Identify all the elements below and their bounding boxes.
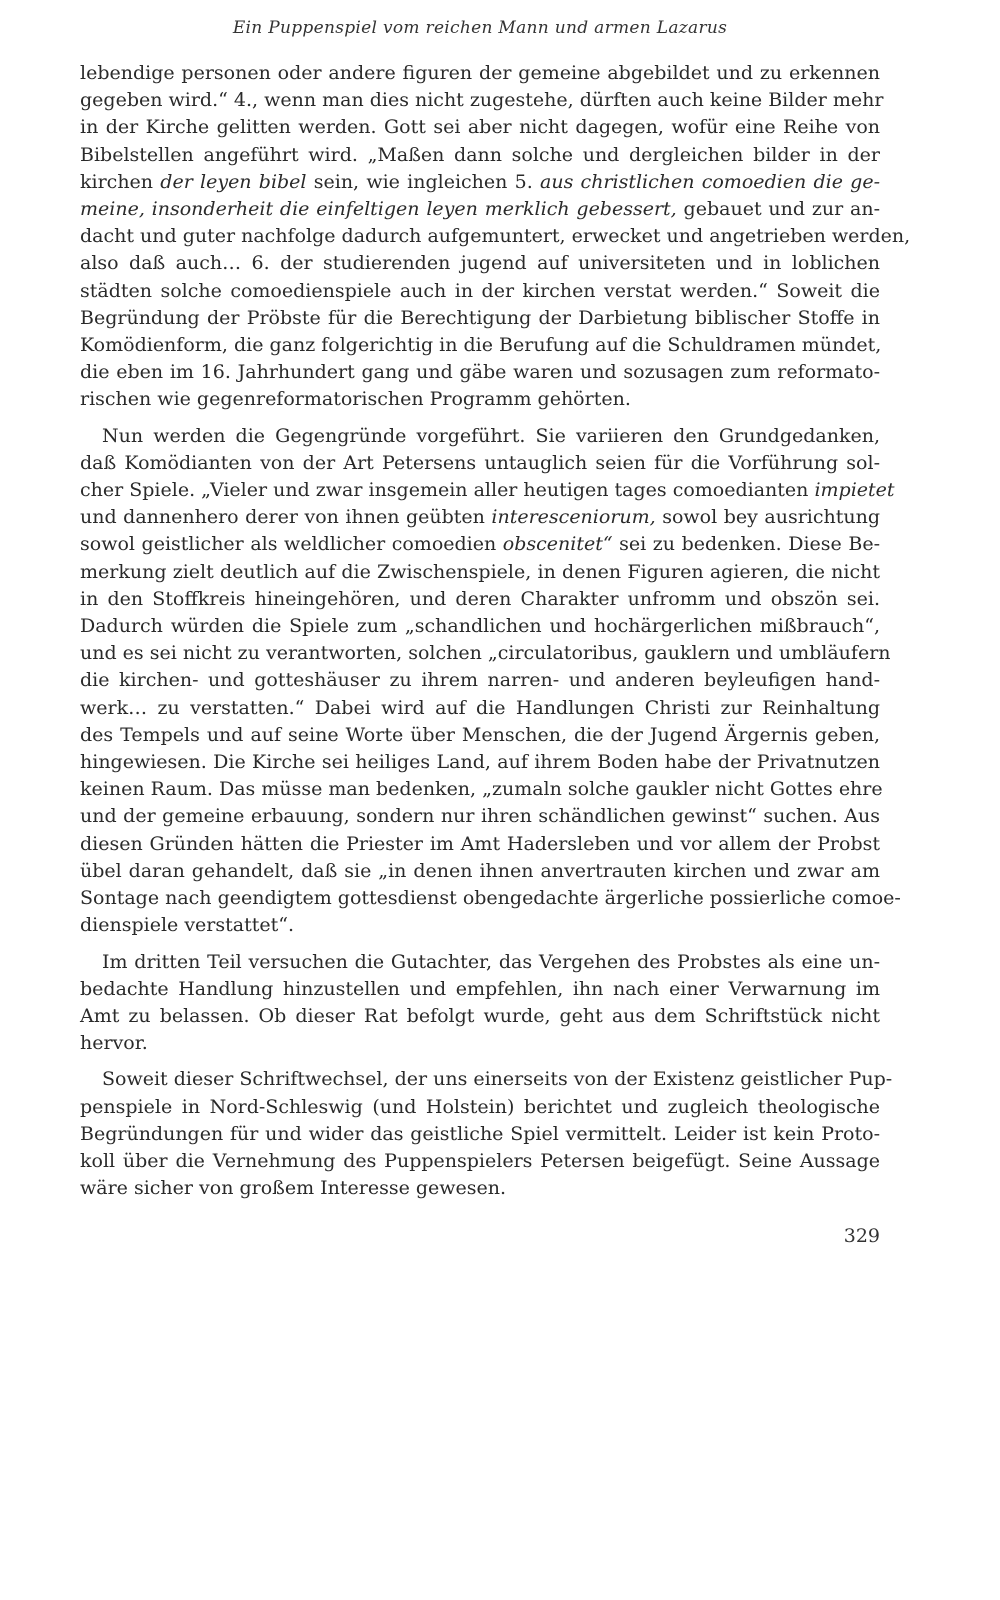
text-run: dacht und guter nachfolge dadurch aufgemuntert, erwecket und angetrieben werden, [80,225,911,248]
text-run: also daß auch… 6. der studierenden jugend auf universiteten und in loblichen [80,252,880,275]
text-line [80,142,880,169]
text-line [80,1030,880,1057]
italic-run: aus christlichen comoedien die ge- [540,170,881,193]
text-run: cher Spiele. „Vieler und zwar insgemein aller heutigen tages comoedianten [80,479,815,502]
text-run: Im dritten Teil versuchen die Gutachter, das Vergehen des Probstes als eine un- [102,950,880,973]
text-line [80,332,880,359]
text-line [80,169,880,196]
text-line [80,803,880,830]
text-run: lebendige personen oder andere figuren der gemeine abgebildet und zu erkennen [80,62,880,84]
italic-run: obscenitet“ [502,533,613,556]
paragraph [80,423,901,940]
text-line [80,1175,880,1202]
text-line [80,305,880,332]
text-line [80,885,901,912]
text-run: dienspiele verstattet“. [80,914,294,937]
text-line [80,114,880,141]
italic-run: der leyen bibel [160,170,307,193]
text-line [80,667,880,694]
text-run: Begründung der Pröbste für die Berechtigung der Darbietung biblischer Stoffe in [80,306,880,329]
text-run: werk… zu verstatten.“ Dabei wird auf die Handlungen Christi zur Reinhaltung [80,696,880,719]
text-line [80,776,883,803]
text-run: keinen Raum. Das müsse man bedenken, „zumaln solche gaukler nicht Gottes ehre [80,778,883,801]
text-line [80,223,911,250]
text-line [80,504,880,531]
text-run: in der Kirche gelitten werden. Gott sei aber nicht dagegen, wofür eine Reihe von [80,116,880,139]
text-run: daß Komödianten von der Art Petersens untauglich seien für die Vorführung sol- [80,451,880,474]
text-run: Bibelstellen angeführt wird. „Maßen dann solche und dergleichen bilder in der [80,143,880,166]
text-run: penspiele in Nord-Schleswig (und Holstein) berichtet und zugleich theologische [80,1095,880,1118]
text-run: Dadurch würden die Spiele zum „schandlichen und hochärgerlichen mißbrauch“, [80,615,880,638]
text-line [80,831,880,858]
text-run: des Tempels und auf seine Worte über Menschen, die der Jugend Ärgernis geben, [80,723,880,746]
running-head: Ein Puppenspiel vom reichen Mann und armen Lazarus [232,18,728,38]
text-run: in den Stoffkreis hineingehören, und deren Charakter unfromm und obszön sei. [80,587,880,610]
text-run: sein, wie ingleichen 5. [306,170,540,193]
text-line [80,613,880,640]
text-run: Amt zu belassen. Ob dieser Rat befolgt wurde, geht aus dem Schriftstück nicht [80,1004,880,1027]
text-line [80,722,880,749]
text-run: übel daran gehandelt, daß sie „in denen ihnen anvertrauten kirchen und zwar am [80,859,880,882]
text-line [80,423,880,450]
text-line [80,586,880,613]
text-run: gegeben wird.“ 4., wenn man dies nicht zugestehe, dürften auch keine Bilder mehr [80,89,884,112]
text-run: hingewiesen. Die Kirche sei heiliges Land, auf ihrem Boden habe der Privatnutzen [80,751,880,774]
text-run: gebauet und zur an- [676,198,880,221]
text-run: und es sei nicht zu verantworten, solchen „circulatoribus, gauklern und umbläufern [80,642,891,665]
text-line [80,87,884,114]
text-run: Nun werden die Gegengründe vorgeführt. Sie variieren den Grundgedanken, [102,424,880,447]
text-run: die kirchen- und gotteshäuser zu ihrem narren- und anderen beyleufigen hand- [80,669,880,692]
italic-run: meine, insonderheit die einfeltigen leyen merklich gebessert, [80,198,677,221]
text-run: die eben im 16. Jahrhundert gang und gäbe waren und sozusagen zum reformato- [80,361,880,384]
book-page [80,0,911,1600]
text-line [80,477,895,504]
text-line [80,640,891,667]
text-line [80,949,880,976]
body-text [80,60,911,1202]
text-run: kirchen [80,170,161,193]
paragraph [80,1066,893,1202]
text-line [80,1003,880,1030]
text-line [80,749,880,776]
text-run: Begründungen für und wider das geistliche Spiel vermittelt. Leider ist kein Proto- [80,1122,880,1145]
text-run: Komödienform, die ganz folgerichtig in die Berufung auf die Schuldramen mündet, [80,334,882,357]
italic-run: impietet [814,479,895,502]
text-line [80,1121,880,1148]
text-line [80,250,880,277]
text-line [80,278,880,305]
text-run: rischen wie gegenreformatorischen Programm gehörten. [80,388,631,411]
text-line [80,695,880,722]
text-line [80,912,880,939]
text-run: Soweit dieser Schriftwechsel, der uns einerseits von der Existenz geistlicher Pup- [102,1068,893,1091]
italic-run: interesceniorum, [491,506,656,529]
text-line [80,531,880,558]
text-run: merkung zielt deutlich auf die Zwischenspiele, in denen Figuren agieren, die nicht [80,560,880,583]
text-line [80,60,880,87]
text-line [80,359,880,386]
text-run: bedachte Handlung hinzustellen und empfehlen, ihn nach einer Verwarnung im [80,977,880,1000]
page-number: 329 [843,1225,880,1247]
text-line [80,976,880,1003]
text-line [80,1148,880,1175]
text-run: städten solche comoedienspiele auch in der kirchen verstat werden.“ Soweit die [80,279,880,302]
text-line [80,1094,880,1121]
paragraph [80,60,911,414]
text-run: wäre sicher von großem Interesse gewesen. [80,1177,507,1200]
text-line [80,559,880,586]
text-run: sowol bey ausrichtung [655,506,881,529]
text-run: sowol geistlicher als weldlicher comoedien [80,533,503,556]
paragraph [80,949,880,1058]
text-run: sei zu bedenken. Diese Be- [612,533,880,556]
text-line [80,1066,893,1093]
text-run: und dannenhero derer von ihnen geübten [80,506,492,529]
text-run: und der gemeine erbauung, sondern nur ihren schändlichen gewinst“ suchen. Aus [80,805,880,828]
text-line [80,196,880,223]
text-run: hervor. [80,1032,148,1055]
text-run: diesen Gründen hätten die Priester im Amt Hadersleben und vor allem der Probst [80,832,880,855]
text-line [80,450,880,477]
text-run: koll über die Vernehmung des Puppenspielers Petersen beigefügt. Seine Aussage [80,1149,880,1172]
text-line [80,386,880,413]
text-line [80,858,880,885]
text-run: Sontage nach geendigtem gottesdienst obengedachte ärgerliche possierliche comoe- [80,887,901,910]
